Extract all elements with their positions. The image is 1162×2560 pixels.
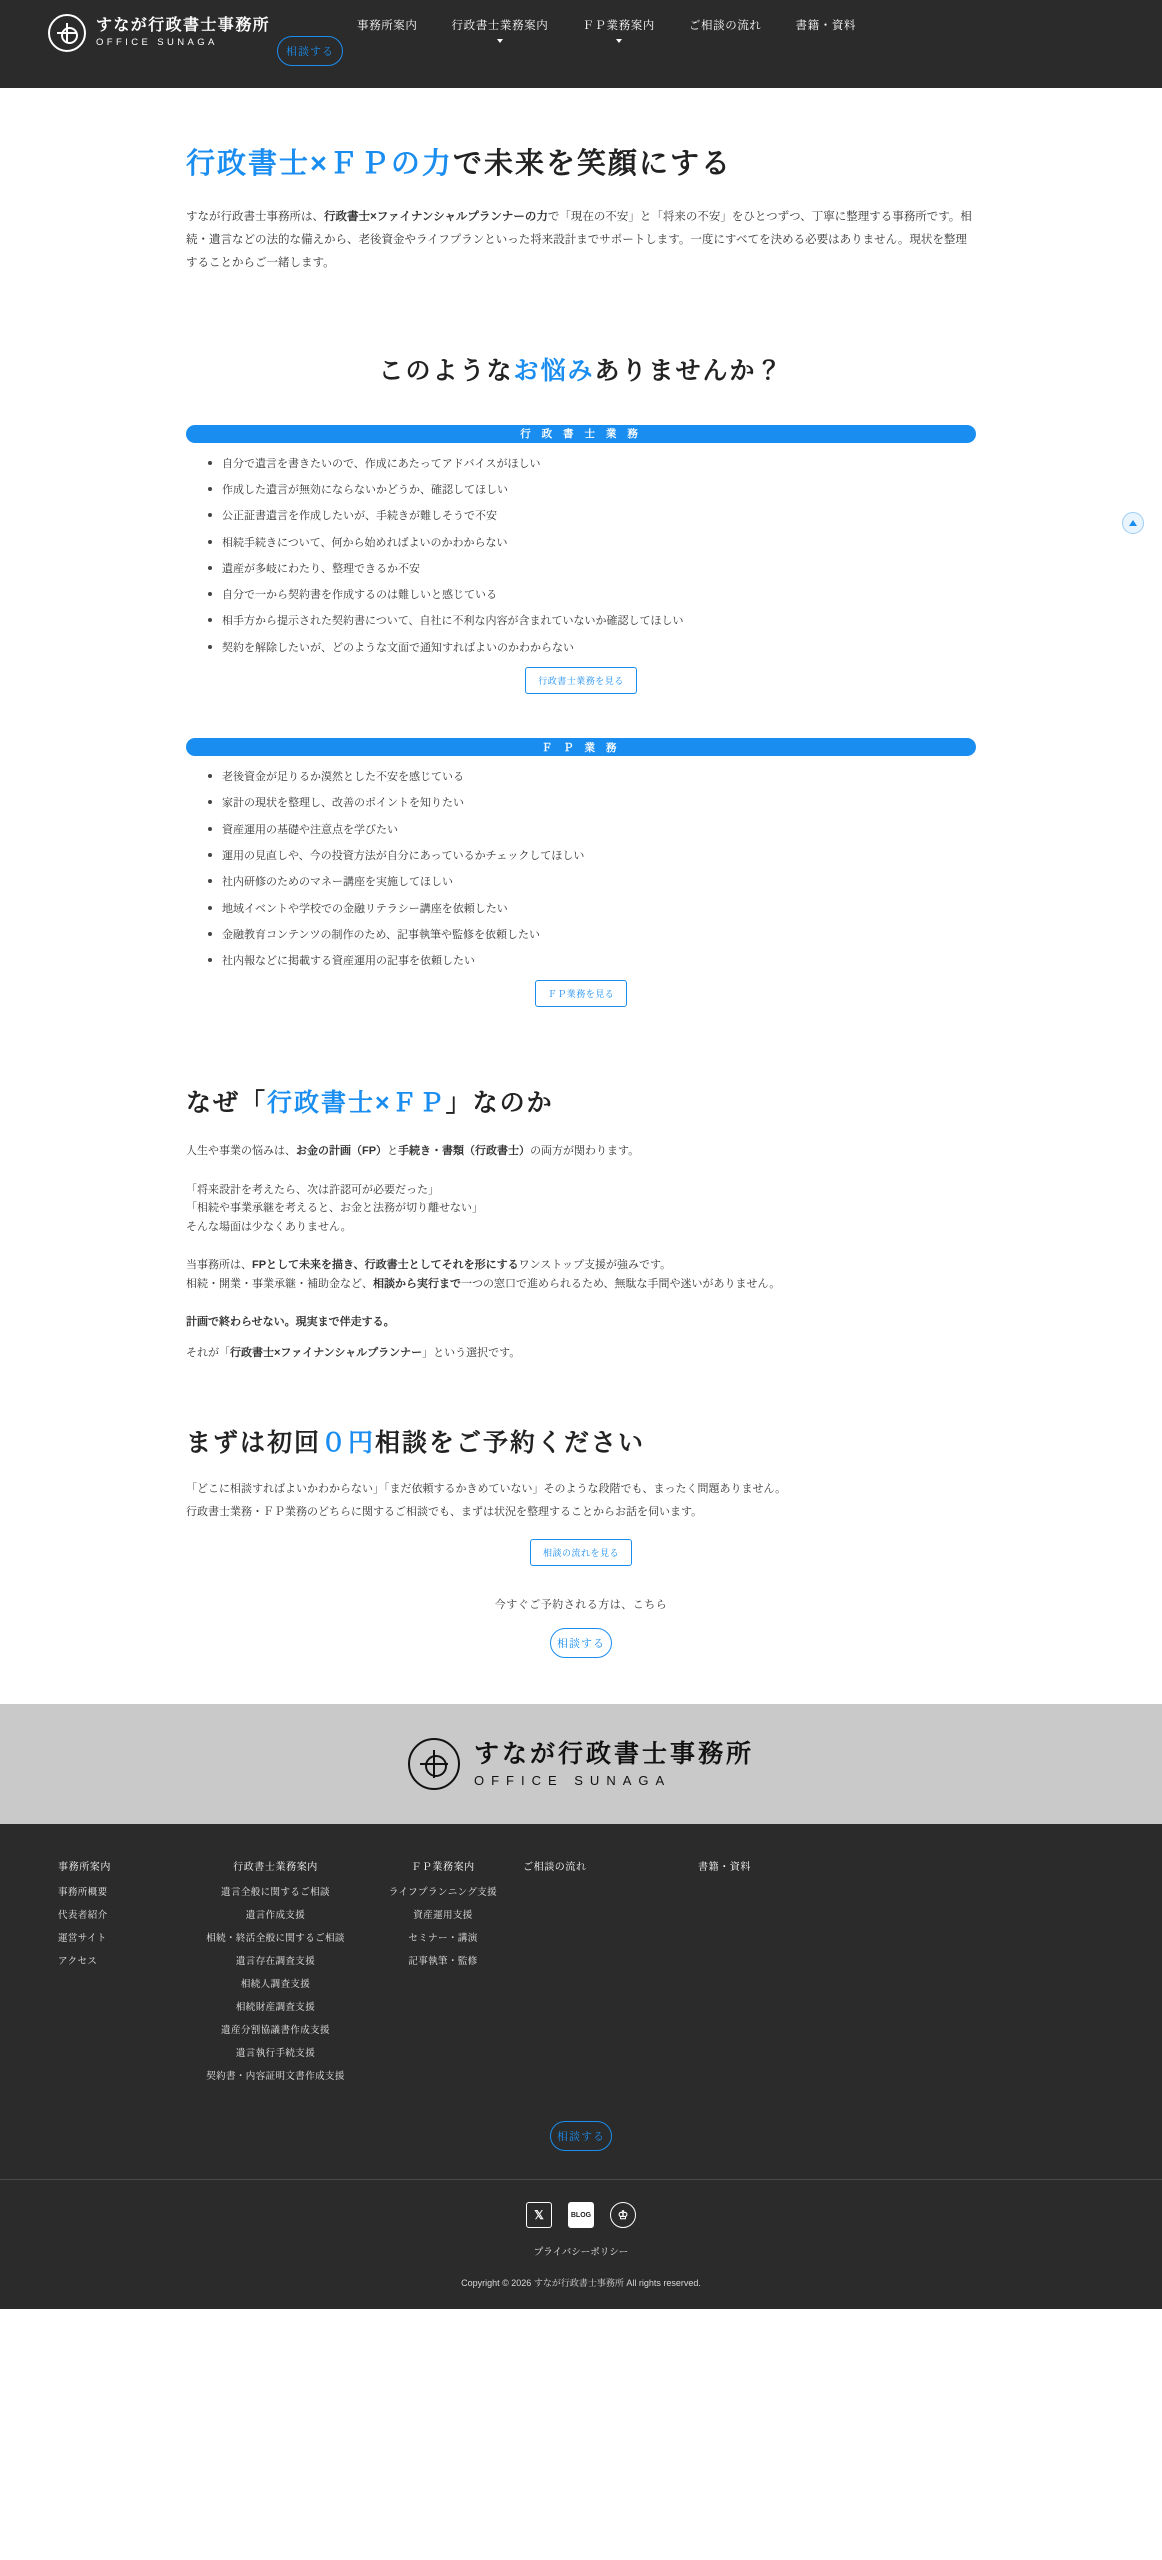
list-item: 自分で一から契約書を作成するのは難しいと感じている bbox=[208, 588, 976, 602]
footer-link[interactable]: 契約書・内容証明文書作成支援 bbox=[206, 2071, 345, 2083]
note-icon[interactable]: ♔ bbox=[610, 2202, 636, 2228]
worries-title: このようなお悩みありませんか？ bbox=[378, 356, 784, 385]
page-title-rest: で未来を笑顔にする bbox=[452, 148, 732, 180]
list-item: 資産運用の基礎や注意点を学びたい bbox=[208, 823, 976, 837]
footer-link[interactable]: 相続・終活全般に関するご相談 bbox=[206, 1933, 345, 1945]
footer-link[interactable]: 遺産分割協議書作成支援 bbox=[221, 2025, 330, 2037]
footer-col-office bbox=[58, 1858, 188, 1976]
list-item: 相続手続きについて、何から始めればよいのかわからない bbox=[208, 536, 976, 550]
nav-label: 書籍・資料 bbox=[795, 20, 857, 32]
footer-logo-band bbox=[0, 1704, 1162, 1824]
nav-item-flow[interactable] bbox=[672, 17, 779, 33]
footer-link[interactable]: 相続財産調査支援 bbox=[235, 2002, 316, 2014]
footer-link[interactable]: 代表者紹介 bbox=[58, 1910, 108, 1922]
view-consult-flow-button[interactable]: 相談の流れを見る bbox=[530, 1539, 632, 1566]
why-paragraph-4: 計画で終わらせない。現実まで伴走する。 bbox=[186, 1316, 395, 1329]
footer-columns bbox=[0, 1858, 1162, 2091]
reserve-paragraph-1: 「どこに相談すればよいかわからない」「まだ依頼するかきめていない」そのような段階でも、まったく問題ありません。 bbox=[186, 1483, 787, 1496]
nav-label: ご相談の流れ bbox=[688, 20, 762, 32]
nav-label: 行政書士業務案内 bbox=[451, 20, 549, 32]
worry-list-fp bbox=[186, 770, 976, 968]
why-body bbox=[186, 1143, 976, 1361]
copyright: Copyright © 2026 すなが行政書士事務所 All rights reserved. bbox=[461, 2278, 701, 2289]
footer-col-books bbox=[698, 1858, 1104, 1884]
page-title bbox=[186, 146, 976, 184]
footer-col-heading[interactable]: 行政書士業務案内 bbox=[233, 1862, 318, 1874]
hero-lead-bold: 行政書士×ファイナンシャルプランナーの力 bbox=[324, 210, 548, 223]
list-item: 公正証書遺言を作成したいが、手続きが難しそうで不安 bbox=[208, 509, 976, 523]
list-item: 社内研修のためのマネー講座を実施してほしい bbox=[208, 875, 976, 889]
why-quote-3: そんな場面は少なくありません。 bbox=[186, 1220, 352, 1233]
footer-link[interactable]: 記事執筆・監修 bbox=[408, 1956, 478, 1968]
social-links bbox=[0, 2180, 1162, 2228]
brand-title: すなが行政書士事務所 bbox=[96, 16, 271, 34]
footer-link[interactable]: 資産運用支援 bbox=[413, 1910, 473, 1922]
footer-link[interactable]: 運営サイト bbox=[58, 1933, 107, 1945]
footer-col-gyoseishoshi bbox=[188, 1858, 363, 2091]
why-quote-2: 「相続や事業承継を考えると、お金と法務が切り離せない」 bbox=[186, 1202, 483, 1215]
footer-link[interactable]: アクセス bbox=[58, 1956, 98, 1968]
list-item: 相手方から提示された契約書について、自社に不利な内容が含まれていないか確認してほしい bbox=[208, 614, 976, 628]
nav-label: ＦＰ業務案内 bbox=[582, 20, 655, 32]
header-consult-button[interactable]: 相談する bbox=[277, 36, 343, 66]
main-content bbox=[0, 146, 1162, 1658]
nav-item-gyoseishoshi[interactable] bbox=[435, 17, 566, 43]
list-item: 遺産が多岐にわたり、整理できるか不安 bbox=[208, 562, 976, 576]
hero-lead-part2: で「現在の不安」と「将来の不安」をひとつずつ、丁寧に整理する事務所です。相続・遺言などの法的な備えから、老後資金やライフプランといった将来設計までサポートします。一度にすべてを決める必要はありません。現状を整理することからご一緒します。 bbox=[186, 210, 972, 269]
scroll-to-top-button[interactable] bbox=[1122, 512, 1144, 534]
band-fp: Ｆ Ｐ 業 務 bbox=[186, 738, 976, 756]
footer-logo-subtitle: OFFICE SUNAGA bbox=[473, 1773, 672, 1789]
list-item: 契約を解除したいが、どのような文面で通知すればよいのかわからない bbox=[208, 641, 976, 655]
band-gyoseishoshi: 行 政 書 士 業 務 bbox=[186, 425, 976, 443]
reserve-note: 今すぐご予約される方は、こちら bbox=[494, 1599, 668, 1612]
list-item: 運用の見直しや、今の投資方法が自分にあっているかチェックしてほしい bbox=[208, 849, 976, 863]
list-item: 社内報などに掲載する資産運用の記事を依頼したい bbox=[208, 954, 976, 968]
footer-link[interactable]: セミナー・講演 bbox=[408, 1933, 478, 1945]
why-paragraph-2: 当事務所は、FPとして未来を描き、行政書士としてそれを形にするワンストップ支援が強みです。 bbox=[186, 1259, 672, 1272]
view-gyoseishoshi-services-button[interactable]: 行政書士業務を見る bbox=[525, 667, 637, 694]
reserve-consult-button[interactable]: 相談する bbox=[550, 1628, 612, 1658]
reserve-title: まずは初回０円相談をご予約ください bbox=[186, 1429, 646, 1458]
why-title: なぜ「行政書士×ＦＰ」なのか bbox=[186, 1089, 554, 1118]
footer-col-heading[interactable]: ご相談の流れ bbox=[523, 1862, 587, 1874]
footer-logo-title: すなが行政書士事務所 bbox=[473, 1740, 754, 1769]
list-item: 金融教育コンテンツの制作のため、記事執筆や監修を依頼したい bbox=[208, 928, 976, 942]
why-paragraph-5: それが「行政書士×ファイナンシャルプランナー」という選択です。 bbox=[186, 1346, 521, 1359]
logo-mark-icon bbox=[48, 14, 86, 52]
nav-item-office[interactable] bbox=[340, 17, 435, 33]
nav-item-books[interactable] bbox=[779, 17, 874, 33]
chevron-down-icon bbox=[497, 39, 503, 43]
main-nav bbox=[340, 0, 1162, 43]
footer-col-heading[interactable]: 事務所案内 bbox=[58, 1862, 111, 1874]
list-item: 地域イベントや学校での金融リテラシー講座を依頼したい bbox=[208, 902, 976, 916]
footer-link[interactable]: 遺言作成支援 bbox=[245, 1910, 306, 1922]
footer-link[interactable]: 相続人調査支援 bbox=[240, 1979, 311, 1991]
footer-col-fp bbox=[363, 1858, 523, 1976]
x-twitter-icon[interactable]: 𝕏 bbox=[526, 2202, 552, 2228]
footer-col-heading[interactable]: ＦＰ業務案内 bbox=[411, 1862, 475, 1874]
blog-icon[interactable]: BLOG bbox=[568, 2202, 594, 2228]
worry-list-gyoseishoshi bbox=[186, 457, 976, 655]
list-item: 作成した遺言が無効にならないかどうか、確認してほしい bbox=[208, 483, 976, 497]
nav-label: 事務所案内 bbox=[357, 20, 418, 32]
footer-link[interactable]: 事務所概要 bbox=[58, 1887, 108, 1899]
footer-col-heading[interactable]: 書籍・資料 bbox=[698, 1862, 751, 1874]
chevron-down-icon bbox=[616, 39, 622, 43]
brand-subtitle: OFFICE SUNAGA bbox=[96, 37, 218, 49]
logo-mark-icon bbox=[408, 1738, 460, 1790]
hero-lead-part1: すなが行政書士事務所は、 bbox=[186, 210, 324, 223]
footer-consult-button[interactable]: 相談する bbox=[550, 2121, 612, 2151]
footer-link[interactable]: 遺言全般に関するご相談 bbox=[221, 1887, 330, 1899]
site-footer bbox=[0, 1824, 1162, 2309]
privacy-policy-link[interactable]: プライバシーポリシー bbox=[533, 2247, 629, 2259]
list-item: 家計の現状を整理し、改善のポイントを知りたい bbox=[208, 796, 976, 810]
footer-link[interactable]: 遺言存在調査支援 bbox=[235, 1956, 316, 1968]
list-item: 自分で遺言を書きたいので、作成にあたってアドバイスがほしい bbox=[208, 457, 976, 471]
site-header bbox=[0, 0, 1162, 88]
footer-link[interactable]: ライフプランニング支援 bbox=[388, 1887, 498, 1899]
why-paragraph-3: 相続・開業・事業承継・補助金など、相談から実行まで一つの窓口で進められるため、無駄な手間や迷いがありません。 bbox=[186, 1277, 781, 1290]
hero-lead bbox=[186, 206, 976, 275]
nav-item-fp[interactable] bbox=[565, 17, 672, 43]
list-item: 老後資金が足りるか漠然とした不安を感じている bbox=[208, 770, 976, 784]
reserve-paragraph-2: 行政書士業務・ＦＰ業務のどちらに関するご相談でも、まずは状況を整理することからお話を伺います。 bbox=[186, 1506, 703, 1519]
page-title-accent: 行政書士×ＦＰの力 bbox=[186, 148, 453, 180]
why-quote-1: 「将来設計を考えたら、次は許認可が必要だった」 bbox=[186, 1183, 439, 1196]
footer-link[interactable]: 遺言執行手続支援 bbox=[235, 2048, 316, 2060]
footer-col-flow bbox=[523, 1858, 698, 1884]
why-paragraph-1: 人生や事業の悩みは、お金の計画（FP）と手続き・書類（行政書士）の両方が関わります。 bbox=[186, 1145, 640, 1158]
view-fp-services-button[interactable]: ＦＰ業務を見る bbox=[535, 980, 628, 1007]
